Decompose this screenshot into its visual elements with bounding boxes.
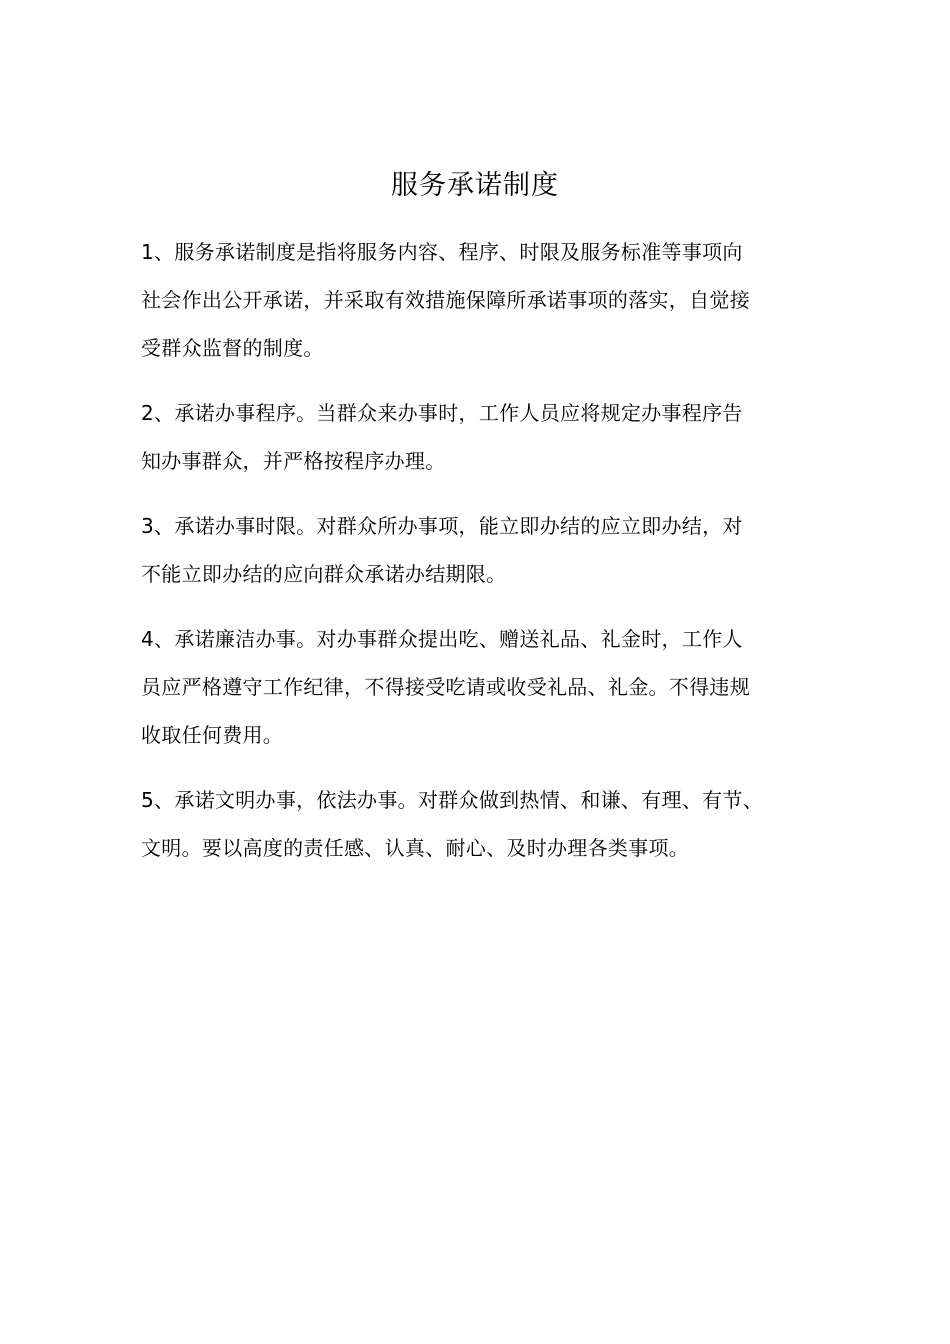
paragraph-line: 3、承诺办事时限。对群众所办事项，能立即办结的应立即办结，对 bbox=[141, 514, 743, 538]
paragraph-line: 收取任何费用。 bbox=[141, 723, 284, 747]
paragraph-line: 受群众监督的制度。 bbox=[141, 336, 324, 360]
paragraph-line: 社会作出公开承诺，并采取有效措施保障所承诺事项的落实，自觉接 bbox=[141, 288, 750, 312]
paragraph-5 bbox=[141, 776, 817, 872]
paragraph-3 bbox=[141, 502, 817, 598]
paragraph-line: 5、承诺文明办事，依法办事。对群众做到热情、和谦、有理、有节、 bbox=[141, 788, 764, 812]
paragraph-line: 不能立即办结的应向群众承诺办结期限。 bbox=[141, 562, 507, 586]
paragraph-line: 员应严格遵守工作纪律，不得接受吃请或收受礼品、礼金。不得违规 bbox=[141, 675, 750, 699]
document-body bbox=[141, 228, 817, 889]
paragraph-line: 2、承诺办事程序。当群众来办事时，工作人员应将规定办事程序告 bbox=[141, 401, 743, 425]
paragraph-line: 1、服务承诺制度是指将服务内容、程序、时限及服务标准等事项向 bbox=[141, 240, 743, 264]
paragraph-line: 知办事群众，并严格按程序办理。 bbox=[141, 449, 446, 473]
paragraph-line: 文明。要以高度的责任感、认真、耐心、及时办理各类事项。 bbox=[141, 836, 690, 860]
paragraph-1 bbox=[141, 228, 817, 372]
paragraph-2 bbox=[141, 389, 817, 485]
document-title: 服务承诺制度 bbox=[391, 170, 559, 201]
paragraph-4 bbox=[141, 615, 817, 759]
paragraph-line: 4、承诺廉洁办事。对办事群众提出吃、赠送礼品、礼金时，工作人 bbox=[141, 627, 743, 651]
